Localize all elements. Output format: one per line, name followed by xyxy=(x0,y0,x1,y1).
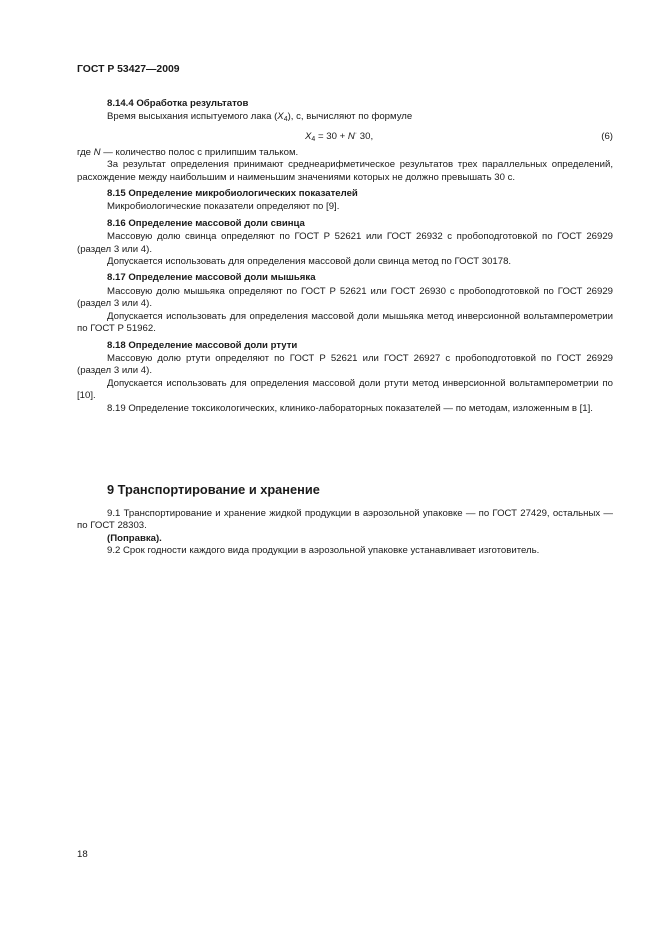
heading-8-18: 8.18 Определение массовой доли ртути xyxy=(107,339,298,351)
formula-intro: Время высыхания испытуемого лака $(X_4)$, с, вычисляют по формуле xyxy=(107,111,413,124)
amendment-note: (Поправка). xyxy=(107,532,162,544)
heading-section-9: 9 Транспортирование и хранение xyxy=(107,482,320,497)
text-8-17-p1: Массовую долю мышьяка определяют по ГОСТ Р 52621 или ГОСТ 26930 с пробоподготовкой по ГОСТ 26929 (раздел 3 или 4). xyxy=(77,285,613,310)
heading-8-17: 8.17 Определение массовой доли мышьяка xyxy=(107,272,316,284)
text-8-18-p2: Допускается использовать для определения массовой доли ртути метод инверсионной вольтамперометрии по [10]. xyxy=(77,377,613,402)
formula-where: где N — количество полос с прилипшим тальком. xyxy=(77,146,299,158)
heading-8-15: 8.15 Определение микробиологических показателей xyxy=(107,188,358,200)
text-8-18-p1: Массовую долю ртути определяют по ГОСТ Р 52621 или ГОСТ 26927 с пробоподготовкой по ГОСТ 26929 (раздел 3 или 4). xyxy=(77,352,613,377)
section-8-block xyxy=(77,98,613,415)
section-9-block xyxy=(77,508,613,558)
heading-8-14-4: 8.14.4 Обработка результатов xyxy=(107,98,249,109)
text-8-17-p2: Допускается использовать для определения массовой доли мышьяка метод инверсионной вольтамперометрии по ГОСТ Р 51962. xyxy=(77,310,613,335)
text-8-16-p2: Допускается использовать для определения массовой доли свинца метод по ГОСТ 30178. xyxy=(107,256,512,268)
text-9-1: 9.1 Транспортирование и хранение жидкой продукции в аэрозольной упаковке — по ГОСТ 27429, остальных — по ГОСТ 28303. xyxy=(77,508,613,532)
formula-6: $X_4 = 30 + N^\cdot$ 30, xyxy=(305,129,374,143)
document-header-id: ГОСТ Р 53427—2009 xyxy=(77,64,180,75)
page-number: 18 xyxy=(77,849,88,860)
equation-number: (6) xyxy=(601,130,613,142)
heading-8-16: 8.16 Определение массовой доли свинца xyxy=(107,217,305,229)
result-paragraph: За результат определения принимают среднеарифметическое результатов трех параллельных определений, расхождение между наибольшим и наименьшим значениями которых не должно превышать 30 с. xyxy=(77,159,613,183)
text-8-19: 8.19 Определение токсикологических, клинико-лабораторных показателей — по методам, изложенным в [1]. xyxy=(107,402,593,414)
text-8-16-p1: Массовую долю свинца определяют по ГОСТ Р 52621 или ГОСТ 26932 с пробоподготовкой по ГОСТ 26929 (раздел 3 или 4). xyxy=(77,231,613,255)
text-9-2: 9.2 Срок годности каждого вида продукции в аэрозольной упаковке устанавливает изготовитель. xyxy=(107,545,540,557)
text-8-15: Микробиологические показатели определяют по [9]. xyxy=(107,201,340,213)
formula-row xyxy=(77,129,613,147)
